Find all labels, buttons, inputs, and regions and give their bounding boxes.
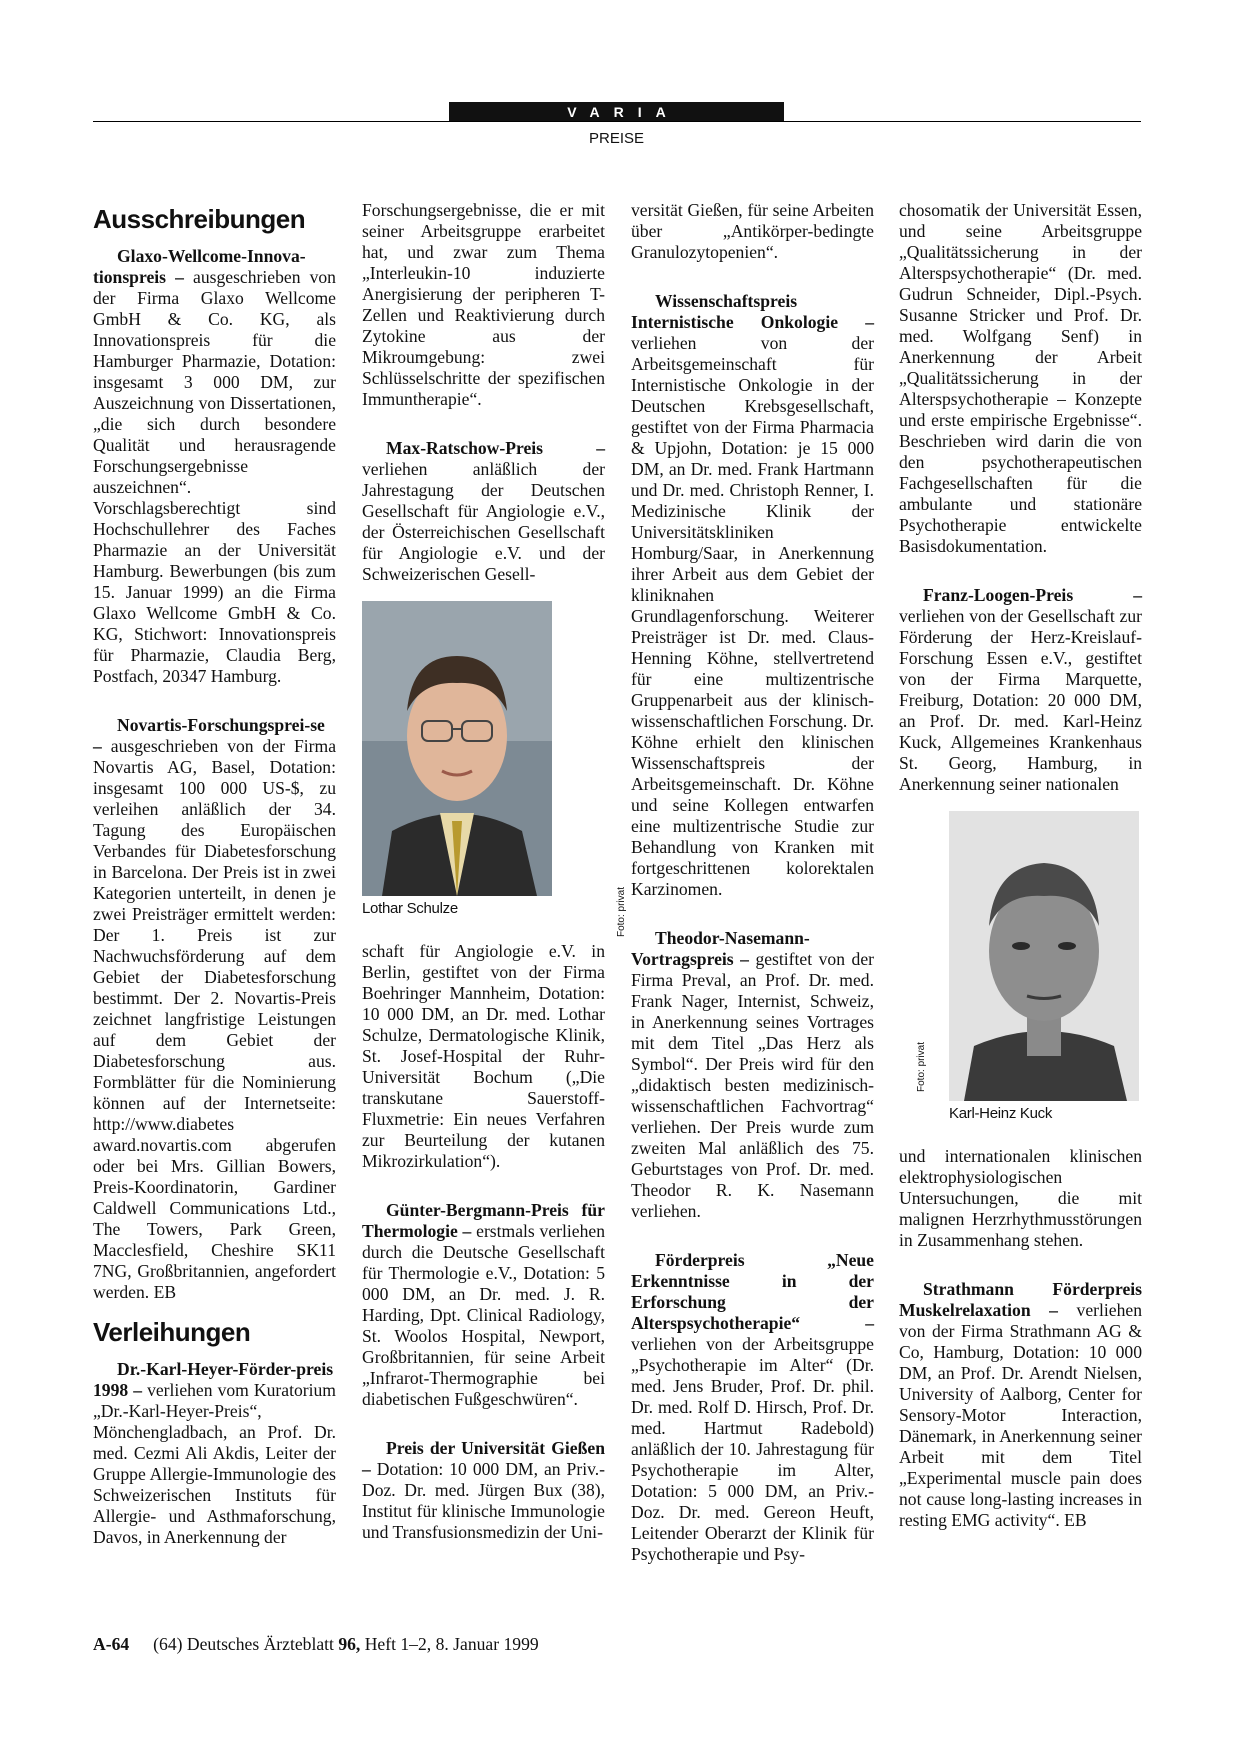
article-strathmann bbox=[899, 1279, 1142, 1531]
article-title: Dr.-Karl-Heyer-Förder-preis 1998 – bbox=[93, 1359, 334, 1400]
citation-suffix: Heft 1–2, 8. Januar 1999 bbox=[360, 1634, 539, 1654]
article-glaxo bbox=[93, 246, 336, 687]
article-heyer-continued: Forschungsergebnisse, die er mit seiner Arbeitsgruppe erarbeitet hat, und zwar zum Thema „Interleukin-10 induzierte Anergisierung der peripheren T-Zellen und Reaktivierung durch Zytokine aus der Mikroumgebung: zwei Schlüsselschritte der spezifischen Immuntherapie“. bbox=[362, 200, 605, 409]
photo-credit: Foto: privat bbox=[616, 887, 627, 938]
article-body: Dotation: 10 000 DM, an Priv.-Doz. Dr. med. Jürgen Bux (38), Institut für klinische Immunologie und Transfusionsmedizin der Uni- bbox=[362, 1459, 605, 1542]
article-title: Franz-Loogen-Preis – bbox=[923, 585, 1142, 605]
photo-figure-kuck bbox=[916, 811, 1142, 1122]
article-body: verliehen von der Arbeitsgruppe „Psychotherapie im Alter“ (Dr. med. Jens Bruder, Prof. Dr. phil. Dr. med. Rolf D. Hirsch, Prof. Dr. med. Hartmut Radebold) anläßlich der 10. Jahrestagung für Psychotherapie im Alter, Dotation: 5 000 DM, an Priv.-Doz. Dr. med. Gereon Heuft, Leitender Oberarzt der Klinik für Psychotherapie und Psy- bbox=[631, 1334, 874, 1564]
article-body: verliehen anläßlich der Jahrestagung der Deutschen Gesellschaft für Angiologie e.V., der Österreichischen Gesellschaft für Angiologie e.V. und der Schweizerischen Gesell- bbox=[362, 459, 605, 584]
article-giessen-continued: versität Gießen, für seine Arbeiten über „Antikörper-bedingte Granulozytopenien“. bbox=[631, 200, 874, 262]
article-nasemann bbox=[631, 928, 874, 1222]
article-loogen-continued: und internationalen klinischen elektrophysiologischen Untersuchungen, die mit malignen Herzrhythmusstörungen in Zusammenhang stehen. bbox=[899, 1146, 1142, 1250]
citation-volume: 96, bbox=[338, 1634, 361, 1654]
article-alterspsychotherapie-continued: chosomatik der Universität Essen, und seine Arbeitsgruppe „Qualitätssicherung in der Alterspsychotherapie“ (Dr. med. Gudrun Schneider, Dipl.-Psych. Susanne Stricker und Prof. Dr. med. Wolfgang Senf) in Anerkennung der Arbeit „Qualitätssicherung in der Alterspsychotherapie – Konzepte und erste empirische Ergebnisse“. Beschrieben wird darin die von den psychotherapeutischen Fachgesellschaften für die ambulante und stationäre Psychotherapie entwickelte Basisdokumentation. bbox=[899, 200, 1142, 556]
photo-figure-schulze bbox=[362, 601, 627, 938]
article-body: gestiftet von der Firma Preval, an Prof. Dr. med. Frank Nager, Internist, Schweiz, in Anerkennung seines Vortrages mit dem Titel „Das Herz als Symbol“. Der Preis wird für den „didaktisch besten medizinisch-wissenschaftlichen Fachvortrag“ verliehen. Der Preis wurde zum zweiten Mal anläßlich des 75. Geburtstages von Prof. Dr. med. Theodor R. K. Nasemann verliehen. bbox=[631, 949, 874, 1221]
article-body: verliehen von der Arbeitsgemeinschaft für Internistische Onkologie in der Deutschen Krebsgesellschaft, gestiftet von der Firma Pharmacia & Upjohn, Dotation: je 15 000 DM, an Dr. med. Frank Hartmann und Dr. med. Christoph Renner, I. Medizinische Klinik der Universitätskliniken Homburg/Saar, in Anerkennung ihrer Arbeit aus dem Gebiet der kliniknahen Grundlagenforschung. Weiterer Preisträger ist Dr. med. Claus-Henning Köhne, stellvertretend für eine multizentrische Gruppenarbeit aus der klinisch-wissenschaftlichen Forschung. Dr. Köhne erhielt den klinischen Wissenschaftspreis der Arbeitsgemeinschaft. Dr. Köhne und seine Kollegen entwarfen eine multizentrische Studie zur Behandlung von Kranken mit fortgeschrittenen kolorektalen Karzinomen. bbox=[631, 333, 874, 899]
article-giessen bbox=[362, 1438, 605, 1543]
article-alterspsychotherapie bbox=[631, 1250, 874, 1565]
article-title: Preis der Universität Gießen – bbox=[362, 1438, 605, 1479]
article-title: Novartis-Forschungsprei-se – bbox=[93, 715, 325, 756]
citation-prefix: (64) Deutsches Ärzteblatt bbox=[153, 1634, 339, 1654]
portrait-photo-kuck bbox=[949, 811, 1139, 1101]
photo-caption: Karl-Heinz Kuck bbox=[949, 1105, 1053, 1122]
article-ratschow-continued: schaft für Angiologie e.V. in Berlin, gestiftet von der Firma Boehringer Mannheim, Dotation: 10 000 DM, an Dr. med. Lothar Schulze, Dermatologische Klinik, St. Josef-Hospital der Ruhr-Universität Bochum („Die transkutane Sauerstoff-Fluxmetrie: Ein neues Verfahren zur Beurteilung der kutanen Mikrozirkulation“). bbox=[362, 941, 605, 1171]
article-body: ausgeschrieben von der Firma Glaxo Wellcome GmbH & Co. KG, als Innovationspreis für die Hamburger Pharmazie, Dotation: insgesamt 3 000 DM, zur Auszeichnung von Dissertationen, „die sich durch besondere Qualität und herausragende Forschungsergebnisse auszeichnen“. Vorschlagsberechtigt sind Hochschullehrer des Faches Pharmazie an der Universität Hamburg. Bewerbungen (bis zum 15. Januar 1999) an die Firma Glaxo Wellcome GmbH & Co. KG, Stichwort: Innovationspreis für Pharmazie, Claudia Berg, Postfach, 20347 Hamburg. bbox=[93, 267, 336, 686]
article-body: verliehen vom Kuratorium „Dr.-Karl-Heyer-Preis“, Mönchengladbach, an Prof. Dr. med. Cezmi Ali Akdis, Leiter der Gruppe Allergie-Immunologie des Schweizerischen Instituts für Allergie- und Asthmaforschung, Davos, in Anerkennung der bbox=[93, 1380, 336, 1547]
article-loogen bbox=[899, 585, 1142, 795]
photo-caption: Lothar Schulze bbox=[362, 900, 458, 917]
article-novartis bbox=[93, 715, 336, 1303]
photo-credit: Foto: privat bbox=[916, 1041, 927, 1092]
article-title: Theodor-Nasemann-Vortragspreis – bbox=[631, 928, 810, 969]
article-title: Wissenschaftspreis Internistische Onkologie – bbox=[631, 291, 874, 332]
column-3 bbox=[631, 200, 874, 1579]
article-title: Günter-Bergmann-Preis für Thermologie – bbox=[362, 1200, 605, 1241]
article-body: erstmals verliehen durch die Deutsche Gesellschaft für Thermologie e.V., Dotation: 5 000 DM, an Dr. med. J. R. Harding, Dpt. Clinical Radiology, St. Woolos Hospital, Newport, Großbritannien, für seine Arbeit „Infrarot-Thermographie bei diabetischen Fußgeschwüren“. bbox=[362, 1221, 606, 1409]
section-label: VARIA bbox=[449, 102, 784, 122]
column-4 bbox=[899, 200, 1142, 1545]
portrait-illustration bbox=[949, 811, 1139, 1101]
portrait-illustration bbox=[362, 601, 552, 896]
heading-ausschreibungen: Ausschreibungen bbox=[93, 204, 306, 234]
article-title: Glaxo-Wellcome-Innova-tionspreis – bbox=[93, 246, 306, 287]
column-2 bbox=[362, 200, 627, 1557]
article-body: ausgeschrieben von der Firma Novartis AG, Basel, Dotation: insgesamt 100 000 US-$, zu verleihen anläßlich der 34. Tagung des Europäischen Verbandes für Diabetesforschung in Barcelona. Der Preis ist in zwei Kategorien unterteilt, in denen je zwei Preisträger ermittelt werden: Der 1. Preis ist zur Nachwuchsförderung auf dem Gebiet der Diabetesforschung bestimmt. Der 2. Novartis-Preis zeichnet langfristige Leistungen auf dem Gebiet der Diabetesforschung aus. Formblätter für die Nominierung können auf der Internetseite: http://www.diabetes award.novartis.com abgerufen oder bei Mrs. Gillian Bowers, Preis-Koordinatorin, Gardiner Caldwell Communications Ltd., The Towers, Park Green, Macclesfield, Cheshire SK11 7NG, Großbritannien, angefordert werden. EB bbox=[93, 736, 336, 1302]
subsection-label: PREISE bbox=[588, 130, 645, 147]
article-body: verliehen von der Gesellschaft zur Förderung der Herz-Kreislauf-Forschung Essen e.V., gestiftet von der Firma Marquette, Freiburg, Dotation: 20 000 DM, an Prof. Dr. med. Karl-Heinz Kuck, Allgemeines Krankenhaus St. Georg, Hamburg, in Anerkennung seiner nationalen bbox=[899, 606, 1142, 794]
heading-verleihungen: Verleihungen bbox=[93, 1317, 251, 1347]
column-1 bbox=[93, 200, 336, 1562]
article-ratschow bbox=[362, 438, 605, 585]
article-body: verliehen von der Firma Strathmann AG & Co, Hamburg, Dotation: 10 000 DM, an Prof. Dr. Arendt Nielsen, University of Aalborg, Center for Sensory-Motor Interaction, Dänemark, in Anerkennung seiner Arbeit mit dem Titel „Experimental muscle pain does not cause long-lasting increases in resting EMG activity“. EB bbox=[899, 1300, 1142, 1530]
article-heyer bbox=[93, 1359, 336, 1548]
portrait-photo-schulze bbox=[362, 601, 552, 896]
page-footer bbox=[93, 1634, 539, 1655]
header-rule bbox=[93, 121, 1141, 122]
article-title: Strathmann Förderpreis Muskelrelaxation – bbox=[899, 1279, 1142, 1320]
page-number: A-64 bbox=[93, 1634, 130, 1654]
article-onkologie bbox=[631, 291, 874, 900]
article-bergmann bbox=[362, 1200, 605, 1410]
article-title: Max-Ratschow-Preis – bbox=[386, 438, 605, 458]
article-title: Förderpreis „Neue Erkenntnisse in der Erforschung der Alterspsychotherapie“ – bbox=[631, 1250, 874, 1333]
